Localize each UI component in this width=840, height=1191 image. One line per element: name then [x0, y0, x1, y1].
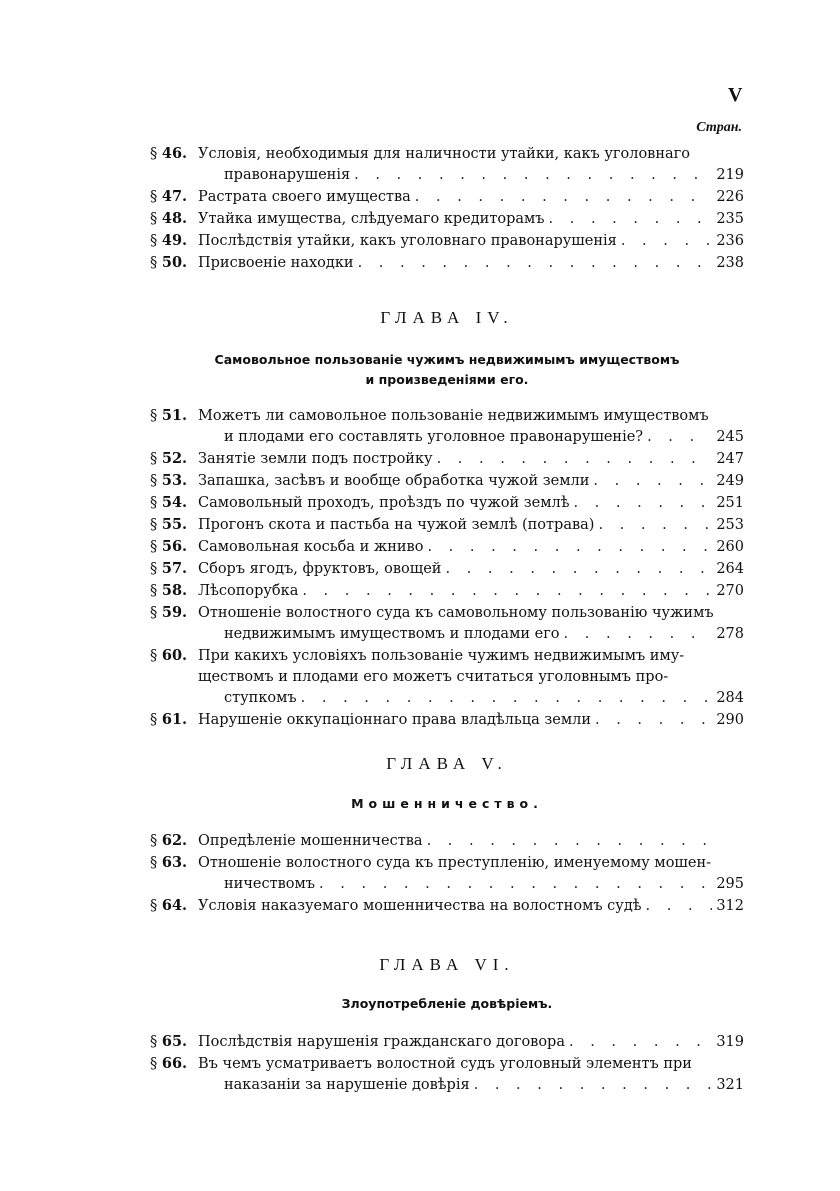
entry-body — [198, 853, 744, 895]
entry-title: Утайка имущества, слѣдуемаго кредиторамъ — [198, 211, 545, 227]
entry-line — [198, 165, 744, 186]
section-number-value: 52. — [161, 450, 188, 467]
entry-title: Присвоеніе находки — [198, 255, 354, 271]
section-number-value: 60. — [161, 647, 188, 664]
entry-body — [198, 710, 744, 731]
section-number: § 60. — [150, 647, 188, 664]
section-number: § 64. — [150, 897, 188, 914]
section-number-value: 61. — [161, 711, 188, 728]
entry-page: 238 — [716, 255, 744, 271]
leader-dots — [301, 688, 713, 709]
chapter-subtitle — [150, 994, 744, 1014]
entry-title: Условія наказуемаго мошенничества на волостномъ судѣ — [198, 898, 642, 914]
toc-entry[interactable] — [150, 252, 744, 274]
entry-title-line: Въ чемъ усматриваетъ волостной судъ уголовный элементъ при — [198, 1056, 692, 1072]
entry-body — [198, 449, 744, 470]
leader-dots — [621, 231, 712, 252]
section-number: § 50. — [150, 254, 188, 271]
entry-title-line: Можетъ ли самовольное пользованіе недвижимымъ имуществомъ — [198, 408, 709, 424]
entry-title: Послѣдствія утайки, какъ уголовнаго правонарушенія — [198, 233, 617, 249]
entry-title: Самовольный проходъ, проѣздъ по чужой землѣ — [198, 495, 570, 511]
section-number: § 52. — [150, 450, 188, 467]
entry-page: 290 — [716, 712, 744, 728]
section-number-value: 62. — [161, 832, 188, 849]
entry-line — [198, 187, 744, 208]
entry-page: 245 — [716, 429, 744, 445]
leader-dots — [354, 165, 712, 186]
chapter-heading: ГЛАВА IV. — [380, 308, 514, 327]
entry-body — [198, 1054, 744, 1096]
section-number-value: 49. — [161, 232, 188, 249]
toc-entries — [150, 830, 744, 917]
entry-page: 235 — [716, 211, 744, 227]
entry-title-line: Отношеніе волостного суда къ преступленію, именуемому мошен- — [198, 855, 712, 871]
entry-page: 251 — [716, 495, 744, 511]
entry-body — [198, 515, 744, 536]
leader-dots — [646, 896, 713, 917]
entry-body — [198, 406, 744, 448]
section-number-value: 48. — [161, 210, 188, 227]
section-number: § 66. — [150, 1055, 188, 1072]
entry-title: Послѣдствія нарушенія гражданскаго договора — [198, 1034, 565, 1050]
leader-dots — [474, 1075, 713, 1096]
entry-line — [198, 493, 744, 514]
section-number: § 48. — [150, 210, 188, 227]
entry-page: 284 — [716, 690, 744, 706]
leader-dots — [302, 581, 712, 602]
entry-page: 319 — [716, 1034, 744, 1050]
section-number: § 55. — [150, 516, 188, 533]
chapter-subtitle — [150, 794, 744, 814]
leader-dots — [427, 831, 714, 852]
entry-title-line: недвижимымъ имуществомъ и плодами его — [224, 626, 560, 642]
entry-page: 295 — [716, 876, 744, 892]
leader-dots — [573, 493, 712, 514]
entry-title: Прогонъ скота и пастьба на чужой землѣ (потрава) — [198, 517, 595, 533]
page-number: V — [728, 84, 743, 106]
chapter-subtitle — [150, 350, 744, 390]
toc-entries — [150, 1031, 744, 1096]
toc-entry[interactable] — [150, 602, 744, 645]
toc-entry[interactable] — [150, 405, 744, 448]
section-number: § 61. — [150, 711, 188, 728]
entry-title: Занятіе земли подъ постройку — [198, 451, 433, 467]
entry-title-line: ступкомъ — [224, 690, 297, 706]
section-number-value: 53. — [161, 472, 188, 489]
entry-title-line: Отношеніе волостного суда къ самовольному пользованію чужимъ — [198, 605, 714, 621]
entry-body — [198, 187, 744, 208]
leader-dots — [358, 253, 713, 274]
chapter-subtitle-line: Самовольное пользованіе чужимъ недвижимымъ имуществомъ — [214, 352, 680, 367]
entry-page: 249 — [716, 473, 744, 489]
entry-line — [198, 231, 744, 252]
section-number-value: 64. — [161, 897, 188, 914]
toc-entry[interactable] — [150, 830, 744, 852]
section-number-value: 46. — [161, 145, 188, 162]
entry-body — [198, 581, 744, 602]
toc-entry[interactable] — [150, 470, 744, 492]
toc-entry[interactable] — [150, 492, 744, 514]
section-number: § 59. — [150, 604, 188, 621]
entry-page: 260 — [716, 539, 744, 555]
entry-page: 312 — [716, 898, 744, 914]
section-number: § 51. — [150, 407, 188, 424]
entry-line — [198, 559, 744, 580]
chapter-heading: ГЛАВА VI. — [379, 955, 515, 974]
leader-dots — [427, 537, 712, 558]
entry-line — [198, 209, 744, 230]
toc-entry[interactable] — [150, 448, 744, 470]
entry-page: 321 — [716, 1077, 744, 1093]
entry-page: 247 — [716, 451, 744, 467]
entry-line — [198, 874, 744, 895]
entry-line — [198, 1075, 744, 1096]
entry-title-line: и плодами его составлять уголовное правонарушеніе? — [224, 429, 644, 445]
entry-line — [198, 253, 744, 274]
entry-body — [198, 559, 744, 580]
entry-line — [198, 1032, 744, 1053]
toc-entry[interactable] — [150, 1031, 744, 1053]
toc-entry[interactable] — [150, 536, 744, 558]
entry-line — [198, 831, 744, 852]
leader-dots — [415, 187, 713, 208]
entry-title-line: правонарушенія — [224, 167, 351, 183]
entry-body — [198, 831, 744, 852]
entry-title: Сборъ ягодъ, фруктовъ, овощей — [198, 561, 442, 577]
leader-dots — [598, 515, 712, 536]
chapter-heading: ГЛАВА V. — [386, 754, 508, 773]
entry-line — [198, 537, 744, 558]
leader-dots — [593, 471, 712, 492]
entry-title-line: Условія, необходимыя для наличности утайки, какъ уголовнаго — [198, 146, 690, 162]
section-number: § 54. — [150, 494, 188, 511]
entry-body — [198, 896, 744, 917]
toc-entry[interactable] — [150, 514, 744, 536]
section-number-value: 50. — [161, 254, 188, 271]
leader-dots — [595, 710, 712, 731]
section-number-value: 63. — [161, 854, 188, 871]
section-number: § 53. — [150, 472, 188, 489]
column-header-pages: Стран. — [696, 120, 742, 135]
entry-title-line: При какихъ условіяхъ пользованіе чужимъ недвижимымъ иму- — [198, 648, 685, 664]
section-number-value: 58. — [161, 582, 188, 599]
entry-title: Нарушеніе оккупаціоннаго права владѣльца земли — [198, 712, 591, 728]
toc-entry[interactable] — [150, 895, 744, 917]
section-number-value: 47. — [161, 188, 188, 205]
leader-dots — [647, 427, 712, 448]
entry-line — [198, 449, 744, 470]
entry-page: 278 — [716, 626, 744, 642]
leader-dots — [437, 449, 713, 470]
chapter-subtitle-line: и произведеніями его. — [365, 372, 529, 387]
section-number-value: 55. — [161, 516, 188, 533]
toc-entry[interactable] — [150, 186, 744, 208]
section-number: § 46. — [150, 145, 188, 162]
section-number-value: 54. — [161, 494, 188, 511]
entry-title: Запашка, засѣвъ и вообще обработка чужой земли — [198, 473, 590, 489]
entry-body — [198, 493, 744, 514]
section-number: § 47. — [150, 188, 188, 205]
entry-body — [198, 144, 744, 186]
entry-line — [198, 688, 744, 709]
entry-line — [198, 427, 744, 448]
section-number: § 56. — [150, 538, 188, 555]
leader-dots — [549, 209, 713, 230]
section-number: § 58. — [150, 582, 188, 599]
entry-body — [198, 253, 744, 274]
entry-title-line: ществомъ и плодами его можетъ считаться уголовнымъ про- — [198, 669, 669, 685]
entry-page: 219 — [716, 167, 744, 183]
toc-entry[interactable] — [150, 230, 744, 252]
entry-body — [198, 537, 744, 558]
toc-entry[interactable] — [150, 580, 744, 602]
entry-page: 270 — [716, 583, 744, 599]
entry-title: Опредѣленіе мошенничества — [198, 833, 423, 849]
toc-entry[interactable] — [150, 558, 744, 580]
entry-page: 253 — [716, 517, 744, 533]
section-number-value: 56. — [161, 538, 188, 555]
toc-entries — [150, 143, 744, 274]
entry-title: Самовольная косьба и жниво — [198, 539, 424, 555]
entry-page: 236 — [716, 233, 744, 249]
entry-body — [198, 209, 744, 230]
chapter-subtitle-line: Злоупотребленіе довѣріемъ. — [341, 996, 553, 1011]
entry-body — [198, 231, 744, 252]
entry-line — [198, 581, 744, 602]
entry-title-line: ничествомъ — [224, 876, 316, 892]
toc-entry[interactable] — [150, 1053, 744, 1096]
entry-page: 264 — [716, 561, 744, 577]
section-number-value: 66. — [161, 1055, 188, 1072]
toc-entry[interactable] — [150, 645, 744, 709]
entry-line — [198, 896, 744, 917]
section-number-value: 57. — [161, 560, 188, 577]
entry-title-line: наказаніи за нарушеніе довѣрія — [224, 1077, 470, 1093]
toc-entry[interactable] — [150, 709, 744, 731]
entry-body — [198, 471, 744, 492]
section-number: § 63. — [150, 854, 188, 871]
section-number-value: 51. — [161, 407, 188, 424]
section-number: § 57. — [150, 560, 188, 577]
toc-entry[interactable] — [150, 852, 744, 895]
section-number: § 49. — [150, 232, 188, 249]
entry-title: Лѣсопорубка — [198, 583, 299, 599]
entry-body — [198, 603, 744, 645]
toc-entry[interactable] — [150, 143, 744, 186]
entry-body — [198, 646, 744, 709]
leader-dots — [569, 1032, 712, 1053]
entry-line — [198, 624, 744, 645]
entry-line — [198, 515, 744, 536]
entry-line — [198, 471, 744, 492]
section-number: § 65. — [150, 1033, 188, 1050]
entry-line — [198, 710, 744, 731]
entry-body — [198, 1032, 744, 1053]
entry-page: 226 — [716, 189, 744, 205]
section-number-value: 65. — [161, 1033, 188, 1050]
section-number-value: 59. — [161, 604, 188, 621]
toc-entries — [150, 405, 744, 731]
section-number: § 62. — [150, 832, 188, 849]
leader-dots — [564, 624, 713, 645]
chapter-subtitle-line: Мошенничество. — [351, 796, 543, 811]
leader-dots — [445, 559, 712, 580]
leader-dots — [319, 874, 712, 895]
toc-entry[interactable] — [150, 208, 744, 230]
entry-title: Растрата своего имущества — [198, 189, 411, 205]
